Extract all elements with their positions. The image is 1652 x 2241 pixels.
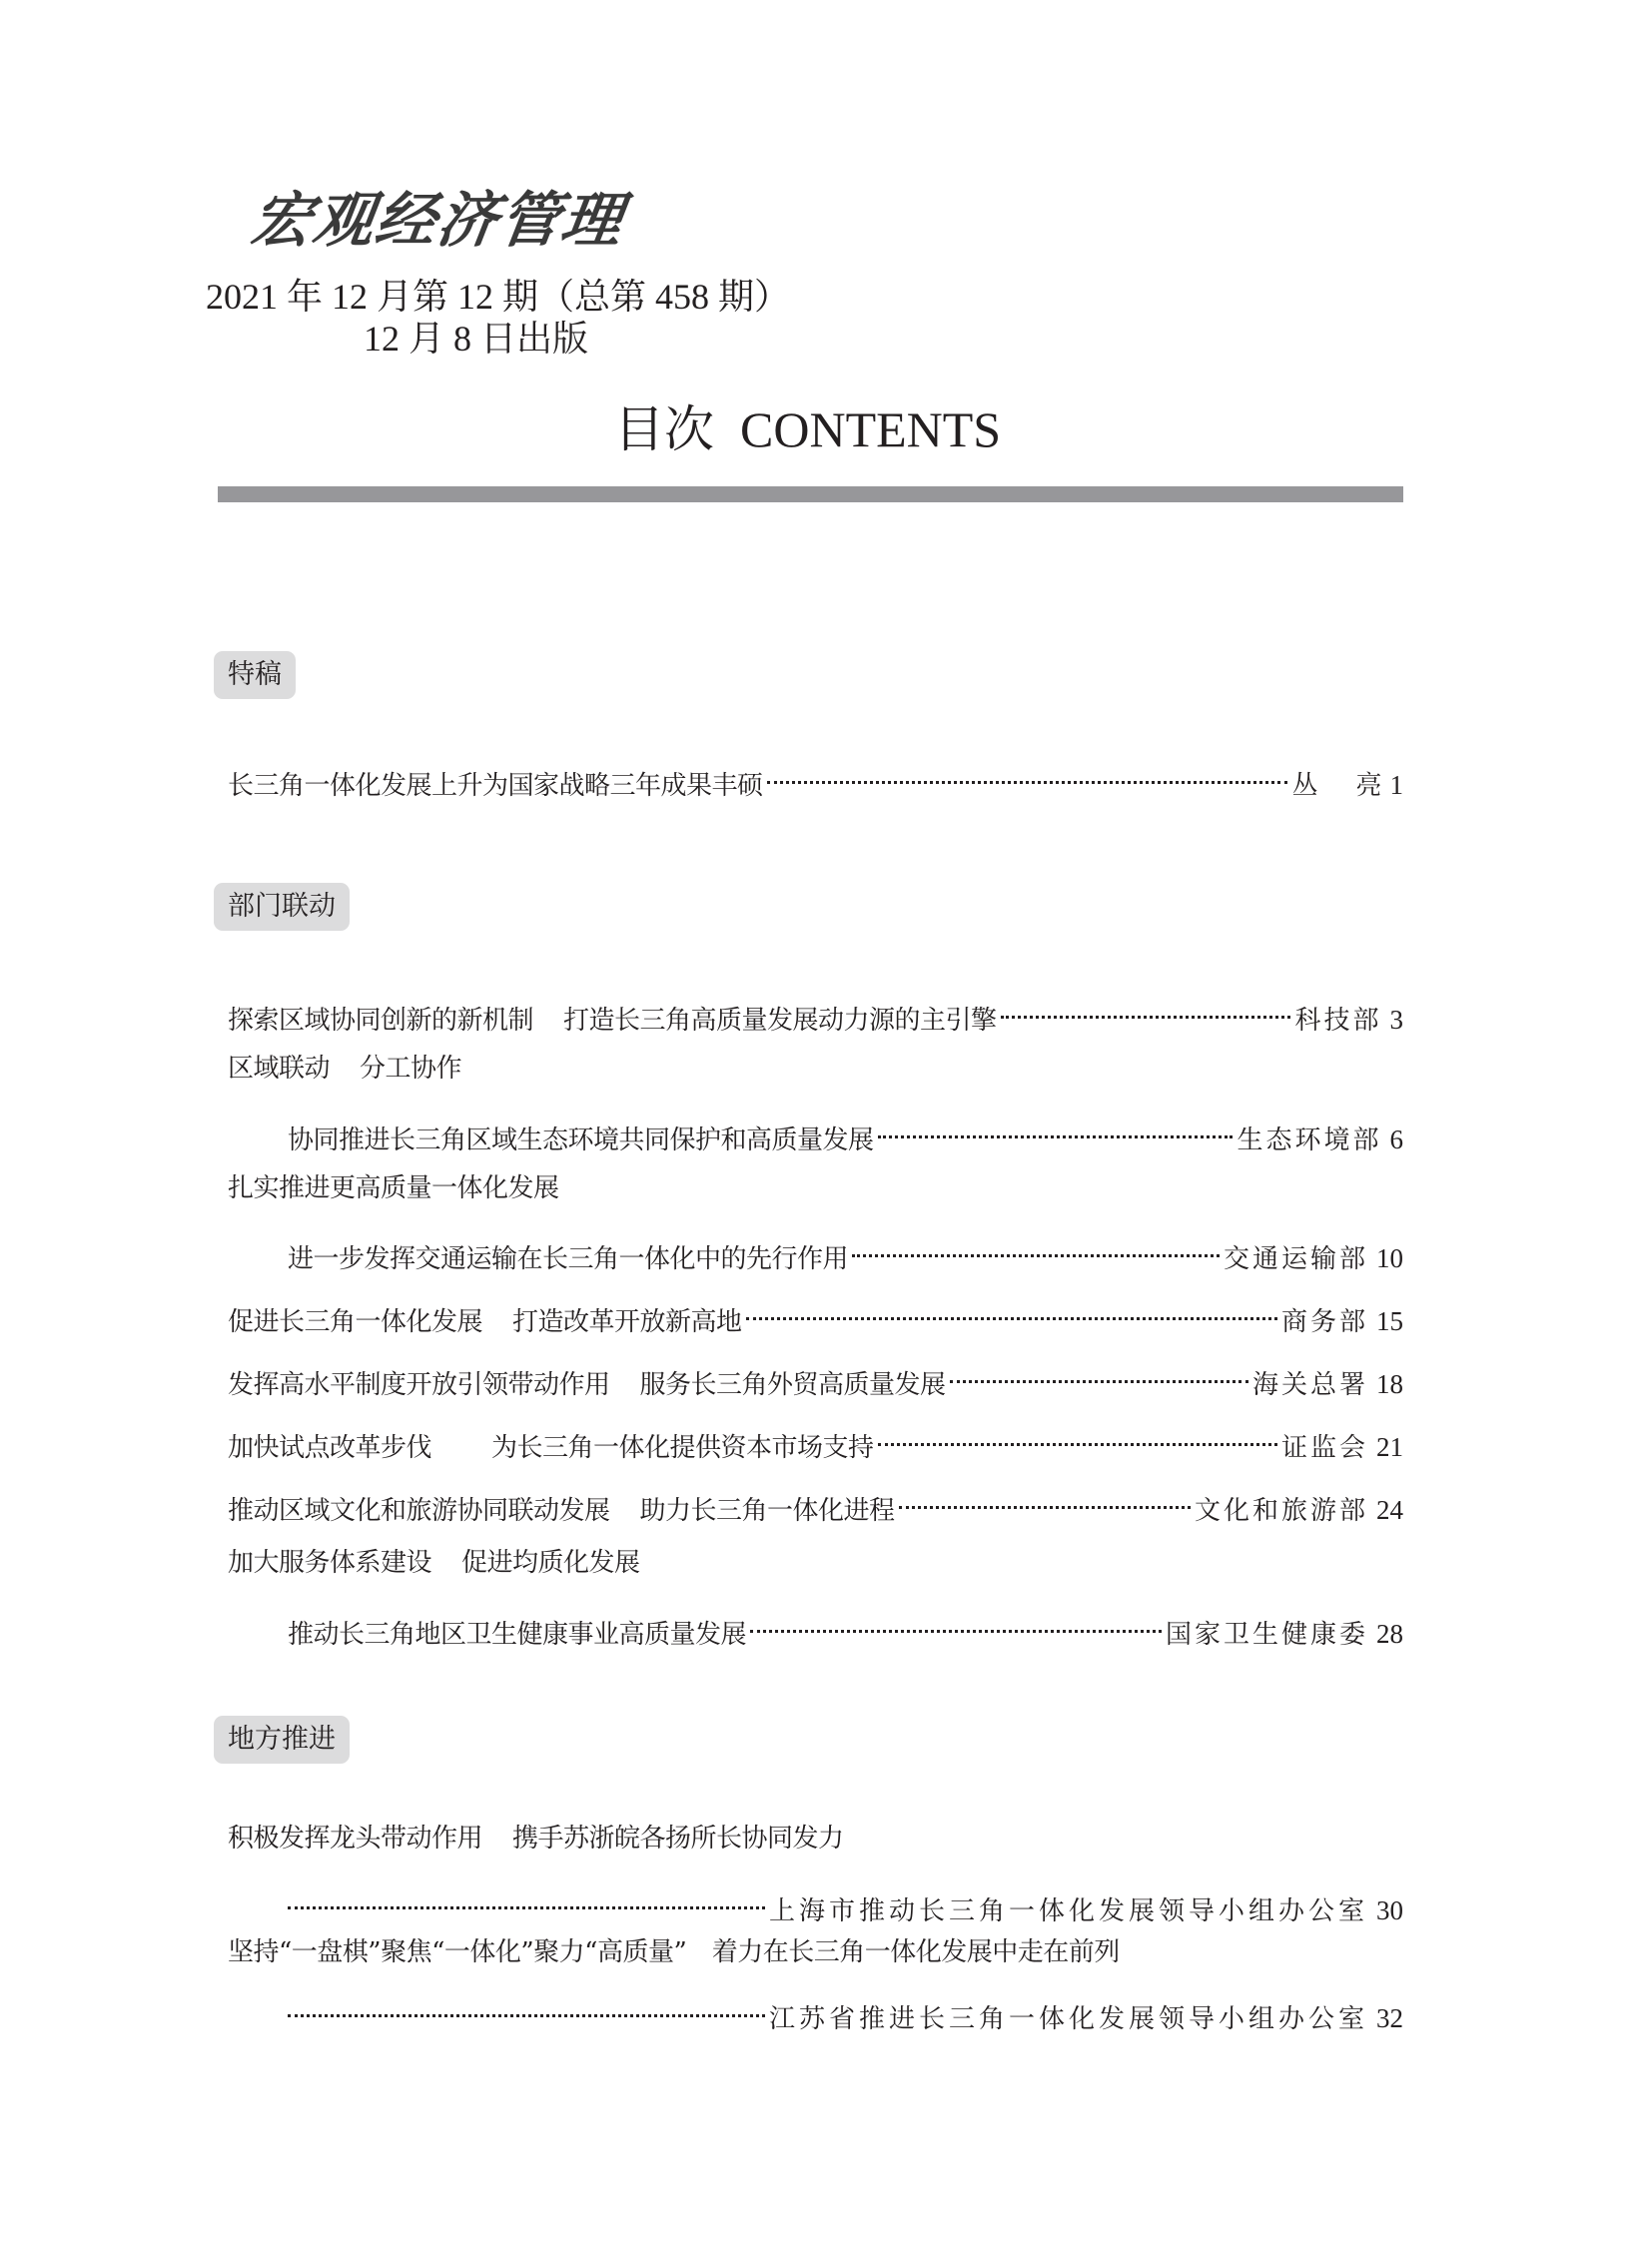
page-number: 28: [1376, 1619, 1403, 1649]
dot-leader: [750, 1603, 1162, 1643]
toc-entry[interactable]: [288, 1987, 1403, 2034]
page-number: 6: [1389, 1124, 1403, 1154]
page-number: 3: [1389, 1005, 1403, 1035]
dot-leader: [878, 1109, 1234, 1148]
entry-author: [1291, 766, 1381, 806]
page-number: 10: [1376, 1243, 1403, 1273]
section-badge-local-progress: 地方推进: [214, 1716, 350, 1764]
entry-author: 江苏省推进长三角一体化发展领导小组办公室: [768, 2004, 1368, 2034]
author-given-name: 亮: [1355, 771, 1382, 801]
toc-entry[interactable]: [228, 1479, 1403, 1526]
dot-leader: [288, 1879, 765, 1919]
dot-leader: [899, 1479, 1191, 1519]
entry-author: 商务部: [1280, 1307, 1368, 1337]
entry-heading-part: 促进均质化发展: [461, 1548, 640, 1578]
dot-leader: [878, 1416, 1277, 1456]
entry-title-part: 服务长三角外贸高质量发展: [639, 1370, 946, 1400]
entry-title: 协同推进长三角区域生态环境共同保护和高质量发展: [288, 1125, 874, 1155]
entry-title-part: 打造改革开放新高地: [512, 1307, 742, 1337]
contents-heading-zh: 目次: [614, 401, 714, 457]
entry-author: 证监会: [1280, 1433, 1368, 1463]
toc-entry[interactable]: [288, 1227, 1403, 1274]
dot-leader: [950, 1353, 1248, 1393]
toc-entry[interactable]: [288, 1109, 1403, 1155]
entry-heading[interactable]: 坚持“一盘棋”聚焦“一体化”聚力“高质量” 着力在长三角一体化发展中走在前列: [228, 1937, 1120, 1967]
page-number: 24: [1376, 1495, 1403, 1525]
entry-heading-part: 区域联动: [228, 1054, 331, 1084]
entry-title-part: 打造长三角高质量发展动力源的主引擎: [563, 1006, 997, 1036]
entry-title: [228, 1302, 742, 1342]
entry-title-part: 加快试点改革步伐: [228, 1433, 432, 1463]
entry-heading-part: 加大服务体系建设: [228, 1548, 432, 1578]
dot-leader: [1001, 989, 1291, 1029]
entry-title: [228, 1001, 997, 1041]
entry-heading[interactable]: [228, 1819, 844, 1859]
toc-entry[interactable]: [228, 754, 1403, 801]
entry-author: 国家卫生健康委: [1165, 1620, 1368, 1650]
entry-heading[interactable]: [228, 1543, 640, 1583]
entry-heading[interactable]: 扎实推进更高质量一体化发展: [228, 1173, 559, 1203]
entry-author: 文化和旅游部: [1194, 1496, 1368, 1526]
dot-leader: [767, 754, 1288, 794]
dot-leader: [288, 1987, 765, 2027]
issue-number: 2021 年 12 月第 12 期（总第 458 期）: [206, 277, 791, 317]
page-number: 30: [1376, 1895, 1403, 1925]
entry-title: 长三角一体化发展上升为国家战略三年成果丰硕: [228, 771, 763, 801]
entry-title-part: 促进长三角一体化发展: [228, 1307, 483, 1337]
header-divider-bar: [218, 486, 1403, 502]
entry-author: 科技部: [1294, 1006, 1382, 1036]
section-badge-special-feature: 特稿: [214, 651, 296, 699]
entry-title: 进一步发挥交通运输在长三角一体化中的先行作用: [288, 1244, 849, 1274]
page-number: 15: [1376, 1306, 1403, 1336]
toc-entry[interactable]: [288, 1879, 1403, 1926]
toc-entry[interactable]: [228, 989, 1403, 1036]
toc-entry[interactable]: [228, 1416, 1403, 1463]
entry-heading-part: 携手苏浙皖各扬所长协同发力: [512, 1824, 844, 1854]
entry-heading-part: 分工协作: [360, 1054, 462, 1084]
entry-title-part: 助力长三角一体化进程: [639, 1496, 895, 1526]
entry-heading-part: 积极发挥龙头带动作用: [228, 1824, 483, 1854]
entry-title-part: 发挥高水平制度开放引领带动作用: [228, 1370, 610, 1400]
page-number: 21: [1376, 1432, 1403, 1462]
entry-title: [228, 1491, 895, 1531]
entry-title: [228, 1428, 874, 1468]
entry-author: 生态环境部: [1237, 1125, 1382, 1155]
journal-masthead: 宏观经济管理: [247, 186, 628, 256]
entry-title: 推动长三角地区卫生健康事业高质量发展: [288, 1620, 747, 1650]
entry-author: 海关总署: [1251, 1370, 1368, 1400]
dot-leader: [746, 1290, 1277, 1330]
toc-entry[interactable]: [288, 1603, 1403, 1650]
dot-leader: [852, 1227, 1220, 1267]
toc-entry[interactable]: [228, 1290, 1403, 1337]
page-number: 1: [1389, 770, 1403, 800]
entry-heading[interactable]: [228, 1049, 461, 1089]
section-badge-departmental-linkage: 部门联动: [214, 883, 350, 931]
entry-author: 上海市推动长三角一体化发展领导小组办公室: [768, 1896, 1368, 1926]
entry-title: [228, 1365, 946, 1405]
entry-title-part: 探索区域协同创新的新机制: [228, 1006, 534, 1036]
page-number: 18: [1376, 1369, 1403, 1399]
entry-title-part: 为长三角一体化提供资本市场支持: [491, 1433, 874, 1463]
contents-heading-en: CONTENTS: [740, 401, 1002, 457]
entry-title-part: 推动区域文化和旅游协同联动发展: [228, 1496, 610, 1526]
author-surname: 丛: [1291, 771, 1318, 801]
page-number: 32: [1376, 2003, 1403, 2033]
entry-author: 交通运输部: [1223, 1244, 1368, 1274]
publication-date: 12 月 8 日出版: [364, 319, 589, 359]
toc-entry[interactable]: [228, 1353, 1403, 1400]
